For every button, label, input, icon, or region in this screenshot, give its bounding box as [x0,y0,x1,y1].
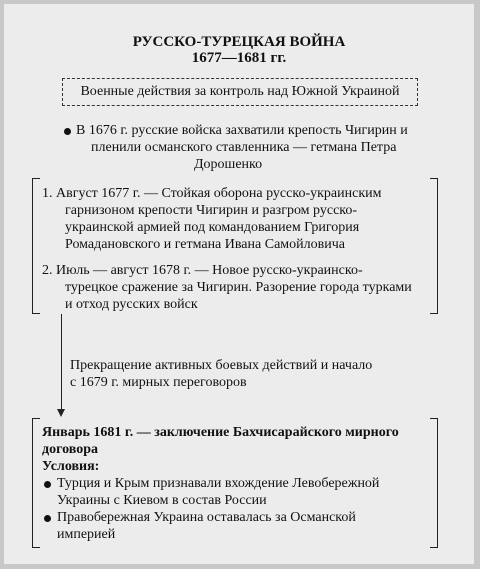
connector-line [61,314,62,410]
cessation-line-1: Прекращение активных боевых действий и начало [70,358,373,373]
page-title: РУССКО-ТУРЕЦКАЯ ВОЙНА [132,34,346,50]
intro-line-1: В 1676 г. русские войска захватили крепость Чигирин и [76,123,408,138]
event-1-line-3: украинской армией под командованием Григория [65,220,360,235]
event-2-line-1: 2. Июль — август 1678 г. — Новое русско-украинско- [42,263,363,278]
event-1-line-4: Ромадановского и гетмана Ивана Самойловича [65,237,345,252]
events-bracket-right [430,178,438,314]
intro-line-2: пленили османского ставленника — гетмана Петра [91,140,397,155]
event-1-line-2: гарнизоном крепости Чигирин и разгром русско- [65,203,358,218]
condition-2-line-2: империей [57,527,116,542]
header-box: Военные действия за контроль над Южной Украиной [62,78,418,106]
cessation-line-2: с 1679 г. мирных переговоров [70,375,247,390]
treaty-line-1: Январь 1681 г. — заключение Бахчисарайского мирного [42,425,399,440]
treaty-line-2: договора [42,442,98,457]
condition-1-line-1: Турция и Крым признавали вхождение Левобережной [57,476,380,491]
intro-line-3: Дорошенко [194,157,263,172]
event-2-line-3: и отход русских войск [65,297,198,312]
event-2-line-2: турецкое сражение за Чигирин. Разорение города турками [65,280,412,295]
bullet-icon [44,515,51,522]
page [4,4,474,564]
condition-1-line-2: Украины с Киевом в состав России [57,493,267,508]
page-subtitle: 1677—1681 гг. [191,50,287,66]
bullet-icon [44,481,51,488]
condition-2-line-1: Правобережная Украина оставалась за Османской [57,510,356,525]
conditions-label: Условия: [42,459,100,474]
events-bracket-left [32,178,40,314]
arrow-down-icon [57,409,65,417]
event-1-line-1: 1. Август 1677 г. — Стойкая оборона русско-украинским [42,186,382,201]
treaty-bracket-left [32,418,40,548]
bullet-icon [64,128,71,135]
treaty-bracket-right [430,418,438,548]
